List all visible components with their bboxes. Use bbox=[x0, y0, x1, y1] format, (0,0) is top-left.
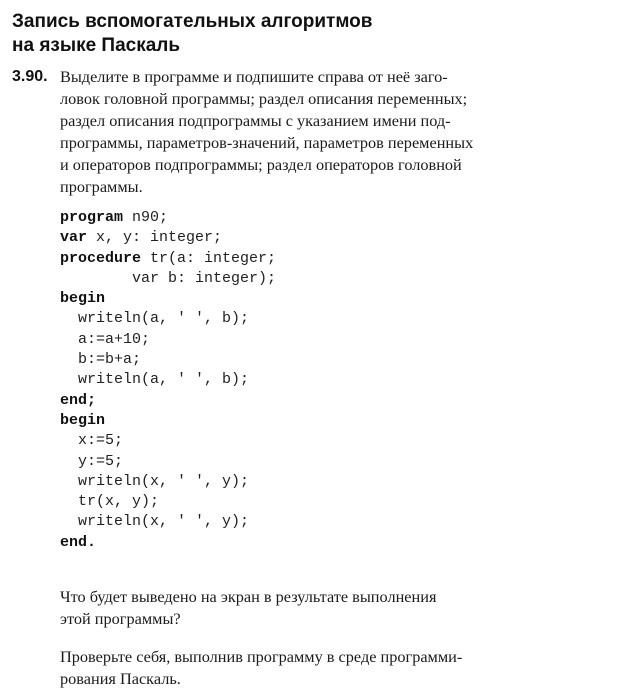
code-keyword: var bbox=[60, 229, 88, 247]
code-line bbox=[60, 431, 276, 451]
code-line bbox=[60, 350, 276, 370]
code-line bbox=[60, 512, 276, 532]
code-line bbox=[60, 472, 276, 492]
code-keyword: begin bbox=[60, 411, 106, 429]
code-keyword: end. bbox=[60, 533, 97, 551]
section-title bbox=[12, 10, 572, 58]
section-title-line-2: на языке Паскаль bbox=[12, 35, 181, 56]
code-line bbox=[60, 411, 276, 431]
code-keyword: procedure bbox=[60, 249, 142, 267]
code-keyword: end; bbox=[60, 391, 97, 409]
code-line bbox=[60, 289, 276, 309]
code-line bbox=[60, 391, 276, 411]
code-text: tr(a: integer; bbox=[141, 249, 277, 267]
code-line bbox=[60, 330, 276, 350]
code-keyword: begin bbox=[60, 290, 106, 308]
task-text-line: Выделите в программе и подпишите справа от неё заго- bbox=[60, 67, 448, 86]
code-line bbox=[60, 533, 276, 553]
code-line bbox=[60, 492, 276, 512]
code-line bbox=[60, 309, 276, 329]
code-text: x:=5; bbox=[60, 432, 124, 450]
code-listing bbox=[60, 208, 276, 553]
section-title-line-1: Запись вспомогательных алгоритмов bbox=[12, 11, 373, 32]
task-text-line: программы, параметров-значений, параметров переменных bbox=[60, 133, 474, 152]
check-line: Проверьте себя, выполнив программу в среде программи- bbox=[60, 647, 463, 666]
code-text: b:=b+a; bbox=[60, 351, 142, 369]
code-text: n90; bbox=[123, 209, 169, 226]
code-text: var b: integer); bbox=[60, 269, 277, 287]
code-text: writeln(x, ' ', y); bbox=[60, 513, 250, 531]
code-line bbox=[60, 269, 276, 289]
question-paragraph bbox=[60, 586, 608, 630]
code-text: writeln(a, ' ', b); bbox=[60, 310, 250, 328]
code-line bbox=[60, 208, 276, 228]
task-description bbox=[60, 66, 608, 198]
check-line: рования Паскаль. bbox=[60, 669, 181, 688]
code-line bbox=[60, 370, 276, 390]
task-text-line: и операторов подпрограммы; раздел операторов головной bbox=[60, 155, 462, 174]
self-check-paragraph bbox=[60, 646, 608, 690]
code-line bbox=[60, 228, 276, 248]
task-text-line: раздел описания подпрограммы с указанием имени под- bbox=[60, 111, 451, 130]
code-text: y:=5; bbox=[60, 452, 124, 470]
code-text: x, y: integer; bbox=[87, 229, 223, 247]
task-number: 3.90. bbox=[12, 68, 48, 85]
task-text-line: ловок головной программы; раздел описания переменных; bbox=[60, 89, 468, 108]
task-text-line: программы. bbox=[60, 177, 143, 196]
question-line: Что будет выведено на экран в результате выполнения bbox=[60, 587, 437, 606]
code-text: tr(x, y); bbox=[60, 493, 160, 511]
code-text: a:=a+10; bbox=[60, 330, 151, 348]
code-line bbox=[60, 452, 276, 472]
code-keyword: program bbox=[60, 209, 124, 226]
question-line: этой программы? bbox=[60, 609, 181, 628]
code-line bbox=[60, 249, 276, 269]
code-text: writeln(a, ' ', b); bbox=[60, 371, 250, 389]
code-text: writeln(x, ' ', y); bbox=[60, 472, 250, 490]
